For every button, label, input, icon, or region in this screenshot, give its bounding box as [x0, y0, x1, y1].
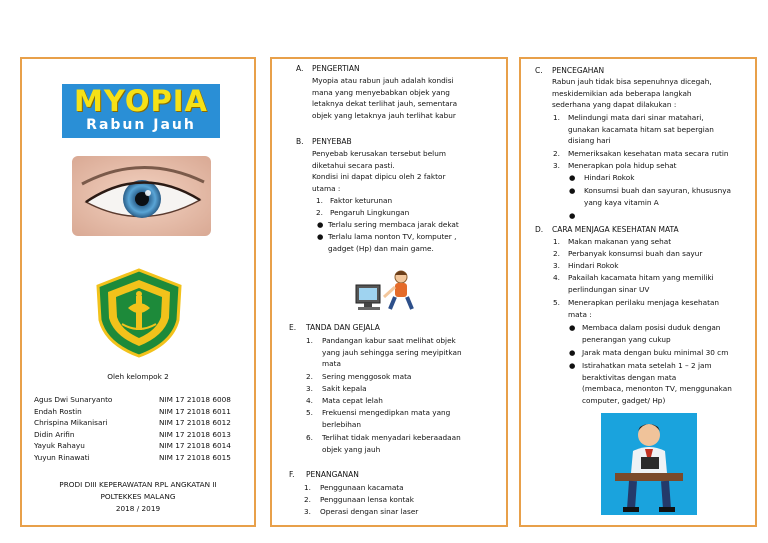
list-item — [568, 112, 714, 147]
list-item: Hindari Rokok — [568, 261, 619, 270]
section-a-marker: A. — [296, 64, 304, 73]
list-item — [328, 231, 456, 254]
text-line: Myopia atau rabun jauh adalah kondisi — [312, 76, 454, 85]
text-line: Terlalu lama nonton TV, komputer , — [328, 232, 457, 241]
text-line: mana yang menyebabkan objek yang — [312, 87, 450, 97]
list-item: Pengaruh Lingkungan — [330, 208, 410, 217]
section-b-text — [312, 148, 446, 194]
text-line: Menerapkan perilaku menjaga kesehatan — [568, 298, 720, 307]
section-d-marker: D. — [535, 225, 544, 234]
text-line: gadget (Hp) dan main game. — [328, 243, 434, 253]
list-marker: 2. — [553, 249, 560, 258]
member-name: Agus Dwi Sunaryanto — [34, 395, 113, 404]
text-line: computer, gadget/ Hp) — [582, 395, 666, 405]
text-line: Frekuensi mengedipkan mata yang — [322, 408, 451, 417]
list-marker: 1. — [553, 113, 560, 122]
text-line: Pandangan kabur saat melihat objek — [322, 336, 456, 345]
poltekkes-logo — [92, 268, 186, 358]
text-line: sederhana yang dapat dilakukan : — [552, 100, 677, 110]
member-row — [34, 429, 244, 441]
list-item — [322, 407, 450, 430]
text-line: gunakan kacamata hitam sat bepergian — [568, 124, 714, 134]
list-marker: 5. — [306, 408, 313, 417]
bullet-icon: ● — [569, 348, 576, 357]
text-line: Kondisi ini dapat dipicu oleh 2 faktor — [312, 172, 446, 182]
member-nim: NIM 17 21018 6015 — [159, 452, 231, 462]
bullet-icon: ● — [317, 232, 324, 241]
footer-year: 2018 / 2019 — [115, 504, 161, 513]
section-c-title: PENCEGAHAN — [552, 66, 605, 75]
text-line: Penyebab kerusakan tersebut belum — [312, 149, 446, 158]
member-row — [34, 406, 244, 418]
list-marker: 1. — [316, 196, 323, 205]
list-item — [568, 297, 719, 320]
member-nim: NIM 17 21018 6013 — [159, 429, 231, 439]
member-name: Chrispina Mikanisari — [34, 418, 108, 428]
child-computer-illustration — [354, 267, 420, 315]
list-item — [322, 432, 461, 455]
list-marker: 2. — [316, 208, 323, 217]
text-line: letaknya dekat terlihat jauh, sementara — [312, 99, 458, 109]
list-item: Operasi dengan sinar laser — [320, 507, 419, 516]
list-item: Menerapkan pola hidup sehat — [568, 161, 677, 170]
text-line: Melindungi mata dari sinar matahari, — [568, 113, 704, 122]
list-marker: 3. — [553, 261, 560, 270]
banner-title: MYOPIA — [74, 84, 208, 118]
footer-institution: POLTEKKES MALANG — [100, 492, 176, 501]
list-marker: 5. — [553, 298, 560, 307]
text-line: objek yang letaknya jauh terlihat kabur — [312, 110, 456, 120]
list-marker: 1. — [553, 237, 560, 246]
text-line: beraktivitas dengan mata — [582, 372, 677, 382]
cover-panel — [20, 57, 256, 527]
member-name: Endah Rostin — [34, 406, 82, 416]
list-item — [584, 185, 731, 208]
list-item: Perbanyak konsumsi buah dan sayur — [568, 249, 703, 258]
list-marker: 3. — [304, 507, 311, 516]
bullet-icon: ● — [569, 211, 576, 220]
bullet-icon: ● — [569, 361, 576, 370]
member-name: Yuyun Rinawati — [34, 452, 90, 462]
text-line: diketahui secara pasti. — [312, 160, 395, 170]
list-marker: 2. — [304, 495, 311, 504]
bullet-icon: ● — [317, 220, 324, 229]
eye-photo — [72, 156, 211, 236]
list-item: Jarak mata dengan buku minimal 30 cm — [582, 348, 729, 357]
text-line: Konsumsi buah dan sayuran, khususnya — [584, 186, 731, 195]
list-item: Penggunaan lensa kontak — [320, 495, 415, 504]
group-label: Oleh kelompok 2 — [107, 372, 169, 381]
text-line: Pakailah kacamata hitam yang memiliki — [568, 273, 714, 282]
section-e-marker: E. — [289, 323, 297, 332]
list-item: Hindari Rokok — [584, 173, 635, 182]
member-list — [34, 394, 244, 464]
text-line: mata — [322, 359, 341, 369]
section-a-text — [312, 75, 457, 121]
list-marker: 6. — [306, 433, 313, 442]
text-line: meskidemikian ada beberapa langkah — [552, 88, 692, 98]
section-f-title: PENANGANAN — [306, 470, 359, 479]
member-row — [34, 452, 244, 464]
text-line: utama : — [312, 183, 341, 193]
member-row — [34, 394, 244, 406]
section-c-marker: C. — [535, 66, 543, 75]
section-b-title: PENYEBAB — [312, 137, 352, 146]
text-line: (membaca, menonton TV, menggunakan — [582, 384, 732, 394]
member-nim: NIM 17 21018 6014 — [159, 441, 231, 451]
list-item: Terlalu sering membaca jarak dekat — [328, 220, 459, 229]
section-f-marker: F. — [289, 470, 295, 479]
list-marker: 4. — [553, 273, 560, 282]
bullet-icon: ● — [569, 323, 576, 332]
member-name: Didin Arifin — [34, 429, 75, 439]
list-marker: 4. — [306, 396, 313, 405]
member-name: Yayuk Rahayu — [34, 441, 85, 451]
list-marker: 2. — [306, 372, 313, 381]
list-item — [582, 360, 732, 406]
banner-subtitle: Rabun Jauh — [86, 117, 196, 133]
info-panel-right — [519, 57, 757, 527]
section-e-title: TANDA DAN GEJALA — [306, 323, 380, 332]
text-line: mata : — [568, 309, 592, 319]
text-line: yang jauh sehingga sering meyipitkan — [322, 347, 462, 357]
text-line: Istirahatkan mata setelah 1 – 2 jam — [582, 361, 712, 370]
list-item: Makan makanan yang sehat — [568, 237, 672, 246]
list-item: Penggunaan kacamata — [320, 483, 404, 492]
list-item — [582, 322, 720, 345]
reading-person-illustration — [601, 413, 697, 515]
list-item: Mata cepat lelah — [322, 396, 383, 405]
member-row — [34, 440, 244, 452]
list-marker: 3. — [306, 384, 313, 393]
bullet-icon: ● — [569, 173, 576, 182]
section-a-title: PENGERTIAN — [312, 64, 360, 73]
list-item — [568, 272, 714, 295]
section-d-title: CARA MENJAGA KESEHATAN MATA — [552, 225, 679, 234]
member-nim: NIM 17 21018 6008 — [159, 395, 231, 404]
list-marker: 3. — [553, 161, 560, 170]
footer-prodi: PRODI DIII KEPERAWATAN RPL ANGKATAN II — [59, 480, 217, 489]
text-line: perlindungan sinar UV — [568, 284, 650, 294]
section-b-marker: B. — [296, 137, 304, 146]
text-line: yang kaya vitamin A — [584, 197, 659, 207]
list-item: Memeriksakan kesehatan mata secara rutin — [568, 149, 729, 158]
bullet-icon: ● — [569, 186, 576, 195]
text-line: objek yang jauh — [322, 444, 381, 454]
myopia-banner — [62, 84, 220, 138]
list-item: Faktor keturunan — [330, 196, 393, 205]
text-line: Rabun jauh tidak bisa sepenuhnya dicegah, — [552, 77, 712, 86]
list-marker: 1. — [304, 483, 311, 492]
member-nim: NIM 17 21018 6011 — [159, 406, 231, 416]
text-line: penerangan yang cukup — [582, 334, 671, 344]
member-nim: NIM 17 21018 6012 — [159, 418, 231, 428]
list-marker: 2. — [553, 149, 560, 158]
member-row — [34, 417, 244, 429]
text-line: Membaca dalam posisi duduk dengan — [582, 323, 721, 332]
list-item: Sakit kepala — [322, 384, 367, 393]
info-panel-left — [270, 57, 508, 527]
text-line: berlebihan — [322, 419, 362, 429]
list-marker: 1. — [306, 336, 313, 345]
text-line: Terlihat tidak menyadari keberaadaan — [322, 433, 461, 442]
list-item — [322, 335, 462, 370]
section-c-text — [552, 76, 712, 111]
list-item: Sering menggosok mata — [322, 372, 412, 381]
text-line: disiang hari — [568, 136, 611, 146]
